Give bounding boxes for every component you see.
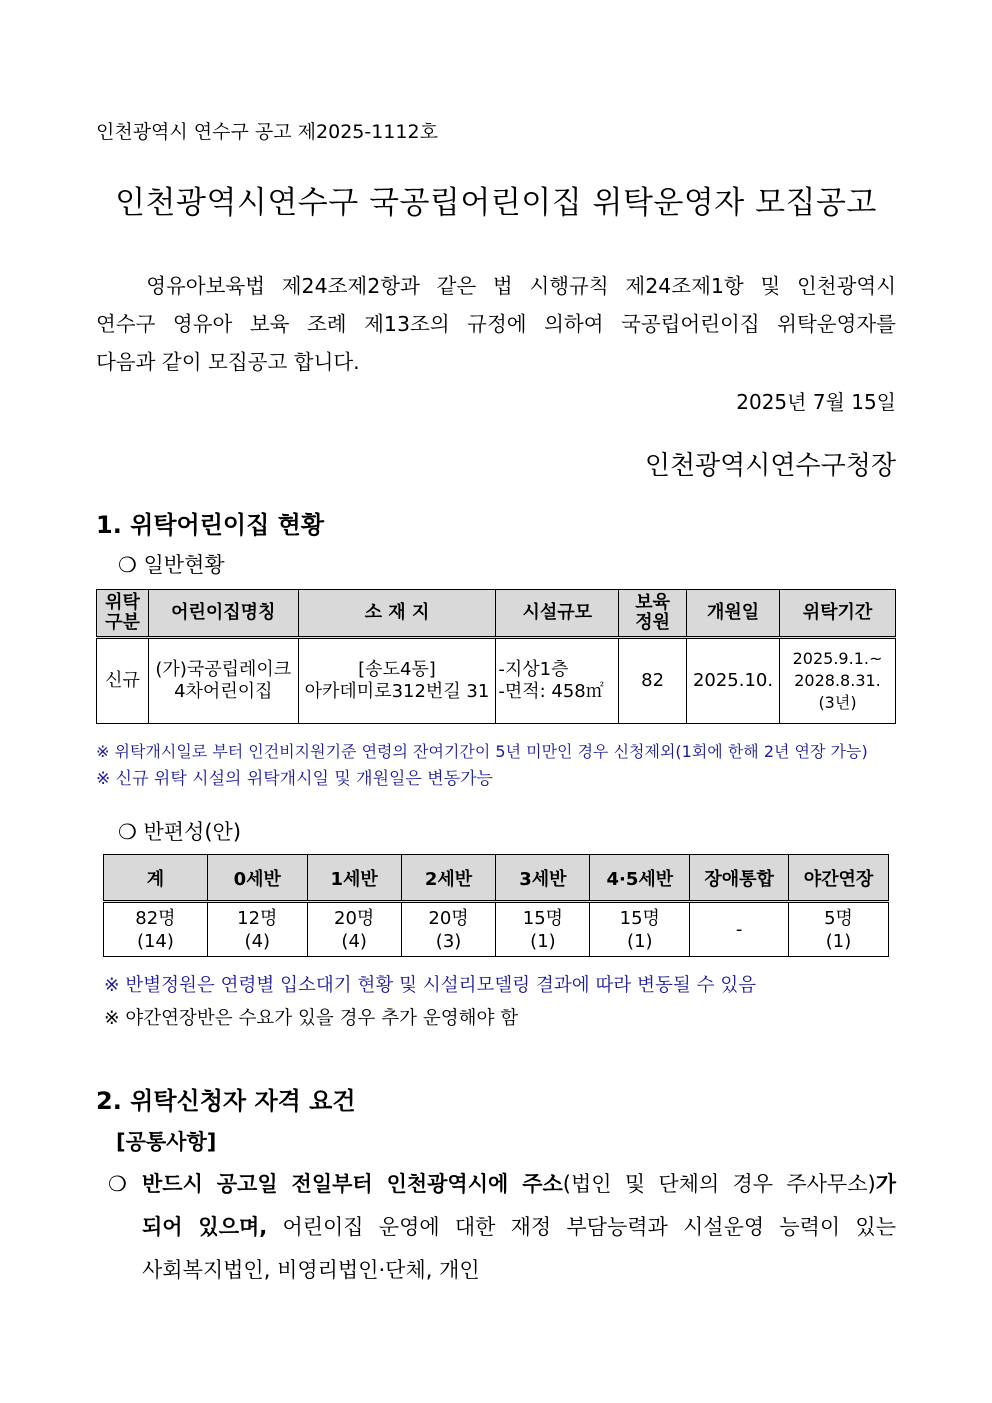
table-row xyxy=(97,638,896,724)
count-cell: 20명 (4) xyxy=(307,902,401,957)
class-note-2: ※ 야간연장반은 수요가 있을 경우 추가 운영해야 함 xyxy=(104,1008,519,1029)
section-1-heading: 1. 위탁어린이집 현황 xyxy=(96,511,324,539)
intro-line-1: 영유아보육법 제24조제2항과 같은 법 시행규칙 제24조제1항 및 인천광역시 xyxy=(146,274,896,298)
section-2-heading: 2. 위탁신청자 자격 요건 xyxy=(96,1087,356,1115)
general-note-2: ※ 신규 위탁 시설의 위탁개시일 및 개원일은 변동가능 xyxy=(96,769,493,789)
class-table xyxy=(103,854,889,957)
period-cell: 2025.9.1.~ 2028.8.31. (3년) xyxy=(780,638,896,724)
header-cell: 어린이집명칭 xyxy=(148,590,298,638)
facility-table xyxy=(96,589,896,724)
header-cell: 위탁기간 xyxy=(780,590,896,638)
header-cell: 계 xyxy=(104,855,208,902)
capacity-cell: 82 xyxy=(619,638,687,724)
common-requirements-heading: [공통사항] xyxy=(116,1130,217,1154)
header-cell: 2세반 xyxy=(401,855,496,902)
count-cell: 20명 (3) xyxy=(401,902,496,957)
header-cell: 시설규모 xyxy=(496,590,619,638)
requirement-item: ❍ 반드시 공고일 전일부터 인천광역시에 주소(법인 및 단체의 경우 주사무소)가 되어 있으며, 어린이집 운영에 대한 재정 부담능력과 시설운영 능력이 있는 사회복지법인, 비영리법인·단체, 개인 xyxy=(108,1163,896,1292)
general-status-label: ❍ 일반현황 xyxy=(118,553,225,577)
bullet-icon: ❍ xyxy=(108,1172,127,1196)
page-title: 인천광역시연수구 국공립어린이집 위탁운영자 모집공고 xyxy=(115,185,877,221)
header-cell: 장애통합 xyxy=(690,855,789,902)
type-cell: 신규 xyxy=(97,638,149,724)
header-cell: 보육 정원 xyxy=(619,590,687,638)
header-cell: 1세반 xyxy=(307,855,401,902)
scale-cell: -지상1층 -면적: 458㎡ xyxy=(496,638,619,724)
intro-line-3: 다음과 같이 모집공고 합니다. xyxy=(96,350,360,374)
general-note-1: ※ 위탁개시일로 부터 인건비지원기준 연령의 잔여기간이 5년 미만인 경우 신청제외(1회에 한해 2년 연장 가능) xyxy=(96,742,868,761)
header-cell: 위탁 구분 xyxy=(97,590,149,638)
notice-date: 2025년 7월 15일 xyxy=(736,390,896,414)
header-cell: 소 재 지 xyxy=(298,590,496,638)
table-header-row xyxy=(104,855,889,902)
intro-line-2: 연수구 영유아 보육 조례 제13조의 규정에 의하여 국공립어린이집 위탁운영자를 xyxy=(96,312,896,336)
intro-paragraph xyxy=(96,267,896,381)
count-cell: - xyxy=(690,902,789,957)
class-note-1: ※ 반별정원은 연령별 입소대기 현황 및 시설리모델링 결과에 따라 변동될 수 있음 xyxy=(104,975,757,996)
signer: 인천광역시연수구청장 xyxy=(644,451,896,481)
name-cell: (가)국공립레이크 4차어린이집 xyxy=(148,638,298,724)
notice-number: 인천광역시 연수구 공고 제2025-1112호 xyxy=(96,121,438,143)
table-row xyxy=(104,902,889,957)
count-cell: 5명 (1) xyxy=(789,902,889,957)
header-cell: 3세반 xyxy=(496,855,590,902)
count-cell: 15명 (1) xyxy=(590,902,690,957)
table-header-row xyxy=(97,590,896,638)
header-cell: 0세반 xyxy=(207,855,307,902)
count-cell: 15명 (1) xyxy=(496,902,590,957)
header-cell: 개원일 xyxy=(687,590,780,638)
open-date-cell: 2025.10. xyxy=(687,638,780,724)
header-cell: 야간연장 xyxy=(789,855,889,902)
address-cell: [송도4동] 아카데미로312번길 31 xyxy=(298,638,496,724)
class-plan-label: ❍ 반편성(안) xyxy=(118,820,242,844)
count-cell: 82명 (14) xyxy=(104,902,208,957)
header-cell: 4·5세반 xyxy=(590,855,690,902)
count-cell: 12명 (4) xyxy=(207,902,307,957)
